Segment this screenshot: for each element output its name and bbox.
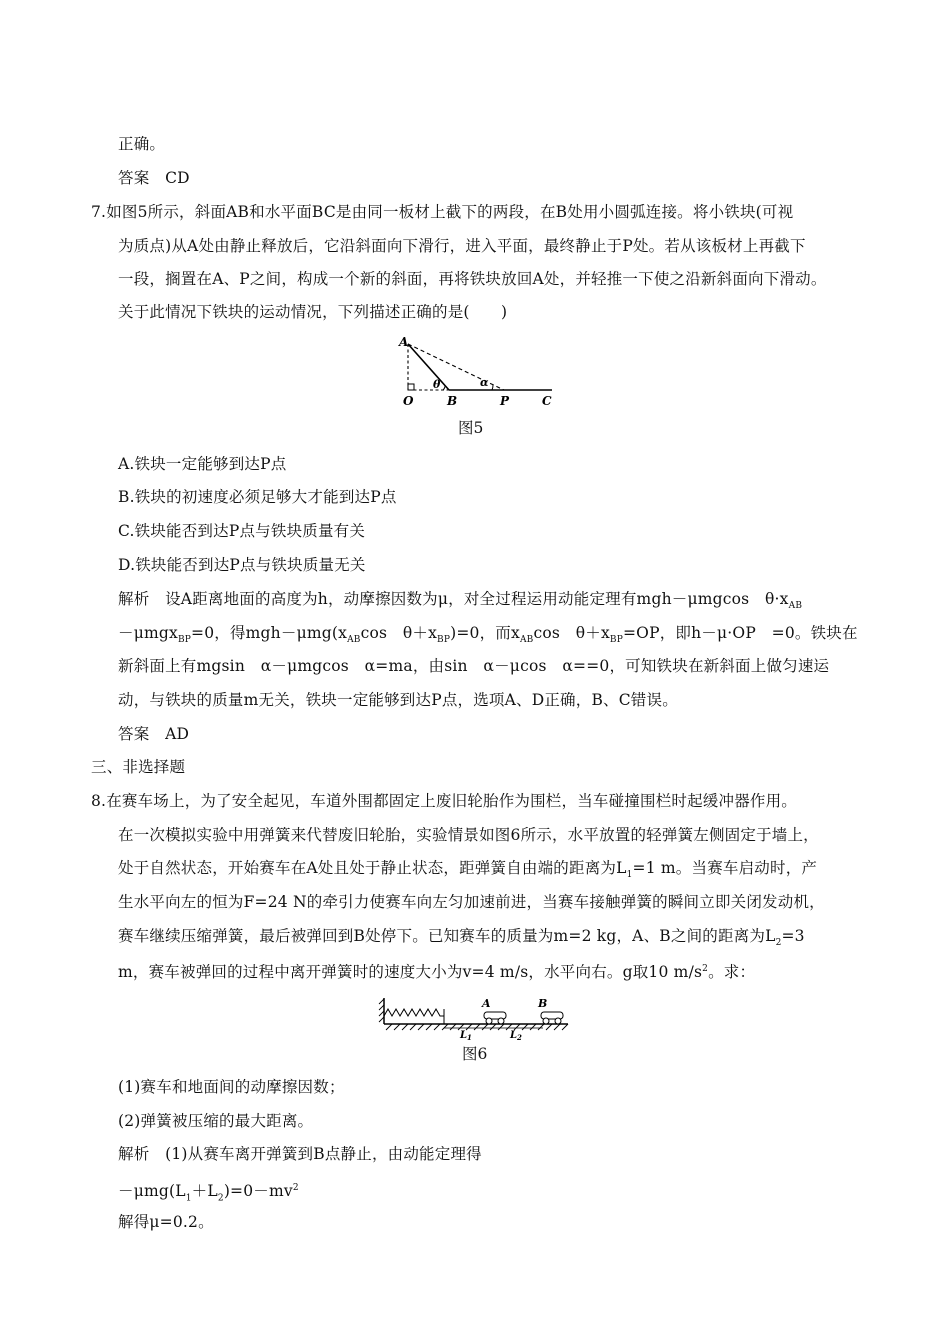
- result-line: 解得μ=0.2。: [118, 1213, 214, 1231]
- label-l2: $L_2$: [510, 1030, 522, 1040]
- analysis-line: 解析 (1)从赛车离开弹簧到B点静止，由动能定理得: [118, 1145, 482, 1163]
- label-a: A: [482, 997, 491, 1010]
- question-8-line: 生水平向左的恒为F=24 N的牵引力使赛车向左匀加速前进，当赛车接触弹簧的瞬间立即关闭发动机，: [118, 893, 825, 911]
- figure-6-caption: 图6: [462, 1045, 488, 1063]
- figure-5-diagram: [390, 332, 560, 408]
- question-8-line: 在一次模拟实验中用弹簧来代替废旧轮胎，实验情景如图6所示，水平放置的轻弹簧左侧固定于墙上，: [118, 826, 819, 844]
- ground-hatching: [386, 1024, 568, 1030]
- question-8-line: 处于自然状态，开始赛车在A处且处于静止状态，距弹簧自由端的距离为$L_1=1$ m。当赛车启动时，产: [118, 859, 818, 881]
- sub-question: (2)弹簧被压缩的最大距离。: [118, 1112, 314, 1130]
- analysis-line: 动，与铁块的质量m无关，铁块一定能够到达P点，选项A、D正确，B、C错误。: [118, 691, 678, 709]
- label-l1: $L_1$: [460, 1030, 472, 1040]
- option-b: B.铁块的初速度必须足够大才能到达P点: [118, 488, 397, 506]
- figure-6-diagram: [378, 990, 572, 1040]
- option-a: A.铁块一定能够到达P点: [118, 455, 287, 473]
- question-8-line: m，赛车被弹回的过程中离开弹簧时的速度大小为v=4 m/s，水平向右。g取10 $m/s^2$。求：: [118, 963, 756, 982]
- answer-line: 答案 CD: [118, 169, 190, 187]
- question-8-line: 8.在赛车场上，为了安全起见，车道外围都固定上废旧轮胎作为围栏，当车碰撞围栏时起缓冲器作用。: [91, 792, 797, 810]
- analysis-line: 解析 设A距离地面的高度为h，动摩擦因数为μ，对全过程运用动能定理有mgh－μmgcos $\theta\cdot x_{AB}$: [118, 590, 803, 612]
- answer-line: 答案 AD: [118, 725, 190, 743]
- question-7-line: 关于此情况下铁块的运动情况，下列描述正确的是( ): [118, 303, 508, 321]
- label-b: B: [447, 394, 458, 408]
- sub-question: (1)赛车和地面间的动摩擦因数；: [118, 1078, 345, 1096]
- label-theta: θ: [433, 378, 441, 391]
- label-b: B: [538, 997, 548, 1010]
- theta-arc: [443, 385, 445, 390]
- figure-5-caption: 图5: [458, 419, 484, 437]
- label-p: P: [500, 394, 510, 408]
- option-c: C.铁块能否到达P点与铁块质量有关: [118, 522, 366, 540]
- label-c: C: [542, 394, 552, 408]
- section-heading: 三、非选择题: [91, 758, 186, 776]
- right-angle-mark: [408, 384, 414, 390]
- question-7-line: 为质点)从A处由静止释放后，它沿斜面向下滑行，进入平面，最终静止于P处。若从该板材上再截下: [118, 237, 806, 255]
- car-b: [541, 1012, 563, 1024]
- option-d: D.铁块能否到达P点与铁块质量无关: [118, 556, 366, 574]
- label-o: O: [403, 394, 414, 408]
- equation-line: $-\mu mg(L_1+L_2)=0-mv^2$: [118, 1182, 299, 1204]
- label-a: A: [399, 335, 409, 349]
- slope-ab: [408, 344, 449, 390]
- text-line: 正确。: [118, 135, 166, 153]
- label-alpha: α: [480, 376, 489, 389]
- question-7-line: 7.如图5所示，斜面AB和水平面BC是由同一板材上截下的两段，在B处用小圆弧连接。将小铁块(可视: [91, 203, 794, 221]
- car-a: [484, 1012, 506, 1024]
- question-7-line: 一段，搁置在A、P之间，构成一个新的斜面，再将铁块放回A处，并轻推一下使之沿新斜面向下滑动。: [118, 270, 827, 288]
- analysis-line: 新斜面上有mgsin α－μmgcos α=ma，由sin α－μcos α==0，可知铁块在新斜面上做匀速运: [118, 657, 830, 675]
- spring: [384, 1009, 444, 1016]
- question-8-line: 赛车继续压缩弹簧，最后被弹回到B处停下。已知赛车的质量为m=2 kg，A、B之间的距离为$L_2=3$: [118, 927, 805, 949]
- slope-ap-dashed: [408, 344, 504, 390]
- analysis-line: －μmgx$_{BP}$=0，得$mgh-\mu mg(x_{AB}\cos$ $\theta+x_{BP})=0$，而$x_{AB}\cos$ $\theta+x_{BP}=OP$，即h－μ·OP =0。铁块在: [118, 624, 858, 646]
